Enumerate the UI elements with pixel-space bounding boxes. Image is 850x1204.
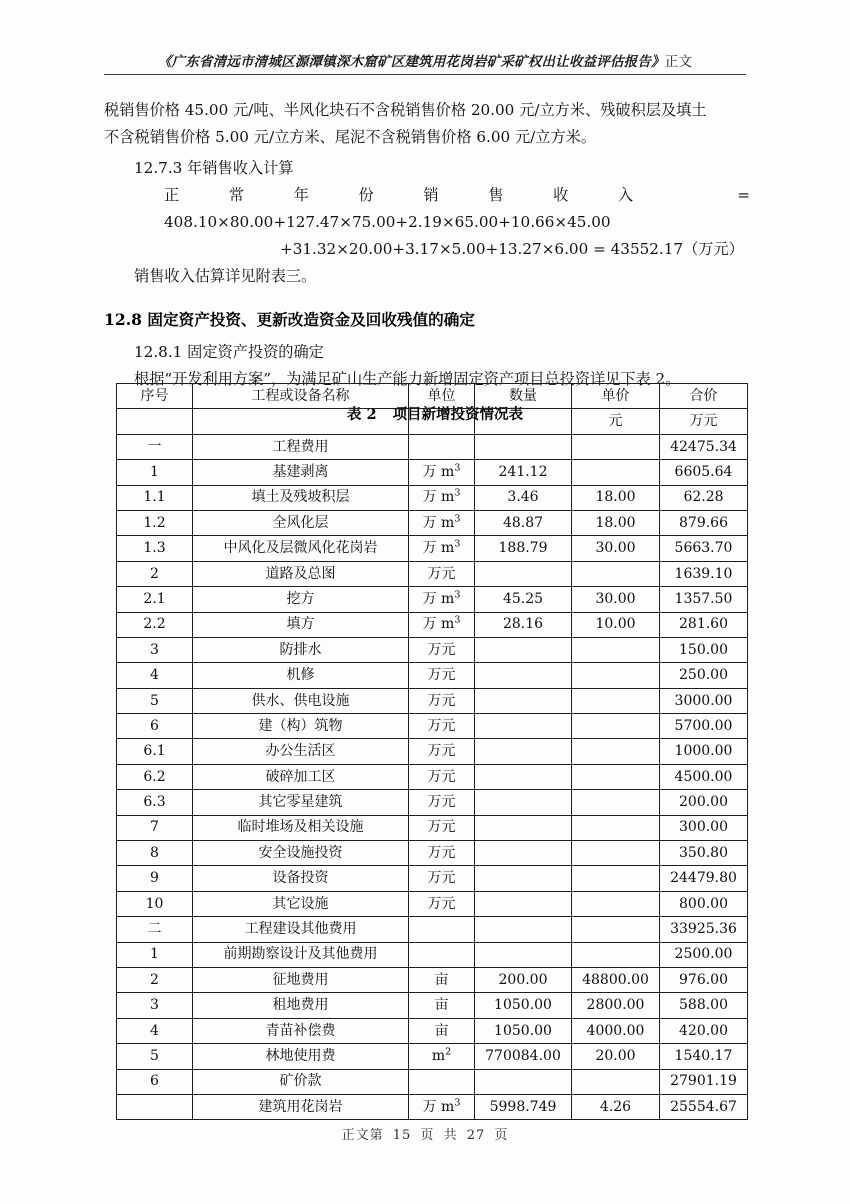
cell-name: 征地费用 xyxy=(193,967,409,992)
cell-unit xyxy=(409,917,475,942)
cell-amount: 281.60 xyxy=(660,612,748,637)
cell-unit: 万元 xyxy=(409,866,475,891)
cell-no: 3 xyxy=(117,637,193,662)
cell-price xyxy=(572,866,660,891)
cell-name: 租地费用 xyxy=(193,993,409,1018)
cell-unit: 万 $m^3$ xyxy=(409,460,475,485)
cell-name: 设备投资 xyxy=(193,866,409,891)
cell-name: 林地使用费 xyxy=(193,1044,409,1069)
cell-price xyxy=(572,790,660,815)
cell-price: 48800.00 xyxy=(572,967,660,992)
cell-amount: 24479.80 xyxy=(660,866,748,891)
header-title-line xyxy=(104,50,746,70)
cell-price xyxy=(572,891,660,916)
unit-row-amount: 万元 xyxy=(660,409,748,434)
cell-unit: $m^2$ xyxy=(409,1044,475,1069)
cell-unit: 万 $m^3$ xyxy=(409,587,475,612)
table-row xyxy=(117,485,748,510)
cell-price xyxy=(572,434,660,459)
cell-no xyxy=(117,1094,193,1119)
cell-qty xyxy=(475,891,572,916)
cell-unit: 万 $m^3$ xyxy=(409,536,475,561)
cell-amount: 420.00 xyxy=(660,1018,748,1043)
cell-price: 4000.00 xyxy=(572,1018,660,1043)
paragraph-appendix-note: 销售收入估算详见附表三。 xyxy=(134,267,317,285)
investment-table xyxy=(116,383,748,1120)
table-row xyxy=(117,434,748,459)
cell-no: 1.1 xyxy=(117,485,193,510)
table-row xyxy=(117,1018,748,1043)
table-row xyxy=(117,561,748,586)
cell-qty xyxy=(475,815,572,840)
cell-amount: 3000.00 xyxy=(660,688,748,713)
cell-qty xyxy=(475,637,572,662)
cell-name: 办公生活区 xyxy=(193,739,409,764)
cell-no: 2 xyxy=(117,967,193,992)
cell-unit: 亩 xyxy=(409,967,475,992)
cell-name: 供水、供电设施 xyxy=(193,688,409,713)
unit-row-price: 元 xyxy=(572,409,660,434)
cell-qty xyxy=(475,841,572,866)
cell-price xyxy=(572,815,660,840)
table-caption-number: 表 2 xyxy=(346,406,377,423)
table-body xyxy=(117,434,748,1120)
footer-page-number: 15 xyxy=(392,1128,412,1143)
running-header xyxy=(104,50,746,75)
cell-name: 破碎加工区 xyxy=(193,764,409,789)
cell-qty xyxy=(475,739,572,764)
cell-name: 道路及总图 xyxy=(193,561,409,586)
table-row xyxy=(117,688,748,713)
cell-name: 挖方 xyxy=(193,587,409,612)
unit-row-name xyxy=(193,409,409,434)
cell-name: 青苗补偿费 xyxy=(193,1018,409,1043)
cell-qty xyxy=(475,942,572,967)
report-title: 《广东省清远市清城区源潭镇深木窟矿区建筑用花岗岩矿采矿权出让收益评估报告》 xyxy=(157,54,665,70)
footer-page-word-1: 页 xyxy=(420,1128,435,1143)
cell-qty: 5998.749 xyxy=(475,1094,572,1119)
cell-name: 矿价款 xyxy=(193,1069,409,1094)
cell-price xyxy=(572,663,660,688)
cell-amount: 800.00 xyxy=(660,891,748,916)
cell-name: 防排水 xyxy=(193,637,409,662)
paragraph-price-line-1: 税销售价格 45.00 元/吨、半风化块石不含税销售价格 20.00 元/立方米、残破积层及填土 xyxy=(104,101,707,119)
cell-amount: 25554.67 xyxy=(660,1094,748,1119)
cell-no: 3 xyxy=(117,993,193,1018)
cell-amount: 350.80 xyxy=(660,841,748,866)
cell-unit: 万元 xyxy=(409,714,475,739)
table-row xyxy=(117,815,748,840)
table-header-row xyxy=(117,384,748,409)
cell-no: 9 xyxy=(117,866,193,891)
table-row xyxy=(117,612,748,637)
cell-no: 4 xyxy=(117,663,193,688)
cell-amount: 62.28 xyxy=(660,485,748,510)
cell-qty xyxy=(475,688,572,713)
cell-name: 基建剥离 xyxy=(193,460,409,485)
cell-unit: 万元 xyxy=(409,815,475,840)
cell-no: 4 xyxy=(117,1018,193,1043)
column-header-qty: 数量 xyxy=(475,384,572,409)
unit-exponent: 3 xyxy=(454,513,461,525)
cell-amount: 27901.19 xyxy=(660,1069,748,1094)
cell-no: 5 xyxy=(117,1044,193,1069)
table-row xyxy=(117,866,748,891)
cell-unit: 万元 xyxy=(409,764,475,789)
document-body xyxy=(104,97,750,425)
cell-name: 全风化层 xyxy=(193,510,409,535)
paragraph-price-line-2: 不含税销售价格 5.00 元/立方米、尾泥不含税销售价格 6.00 元/立方米。 xyxy=(104,128,597,146)
cell-price: 18.00 xyxy=(572,510,660,535)
cell-amount: 1000.00 xyxy=(660,739,748,764)
cell-amount: 976.00 xyxy=(660,967,748,992)
cell-no: 5 xyxy=(117,688,193,713)
table-row xyxy=(117,714,748,739)
cell-no: 7 xyxy=(117,815,193,840)
cell-unit xyxy=(409,1069,475,1094)
unit-exponent: 3 xyxy=(454,487,461,499)
unit-exponent: 3 xyxy=(454,462,461,474)
cell-name: 填土及残坡积层 xyxy=(193,485,409,510)
cell-price: 30.00 xyxy=(572,587,660,612)
cell-no: 6 xyxy=(117,1069,193,1094)
table-row xyxy=(117,663,748,688)
cell-amount: 879.66 xyxy=(660,510,748,535)
table-row xyxy=(117,460,748,485)
table-row xyxy=(117,536,748,561)
table-row xyxy=(117,891,748,916)
cell-name: 前期勘察设计及其他费用 xyxy=(193,942,409,967)
cell-qty: 1050.00 xyxy=(475,993,572,1018)
cell-unit xyxy=(409,434,475,459)
cell-price xyxy=(572,688,660,713)
cell-amount: 200.00 xyxy=(660,790,748,815)
table-row xyxy=(117,1094,748,1119)
cell-qty: 45.25 xyxy=(475,587,572,612)
cell-price xyxy=(572,714,660,739)
table-row xyxy=(117,841,748,866)
formula-line-1: 正常年份销售收入 = 408.10×80.00+127.47×75.00+2.19×65.00+10.66×45.00 xyxy=(164,186,750,231)
unit-exponent: 3 xyxy=(454,614,461,626)
cell-qty xyxy=(475,714,572,739)
table-row xyxy=(117,739,748,764)
table-row xyxy=(117,637,748,662)
unit-exponent: 3 xyxy=(454,1097,461,1109)
page-footer xyxy=(0,1124,850,1143)
cell-price: 2800.00 xyxy=(572,993,660,1018)
cell-price: 30.00 xyxy=(572,536,660,561)
cell-no: 10 xyxy=(117,891,193,916)
cell-no: 2.2 xyxy=(117,612,193,637)
header-suffix: 正文 xyxy=(664,54,693,70)
cell-qty: 28.16 xyxy=(475,612,572,637)
heading-12-8: 12.8 固定资产投资、更新改造资金及回收残值的确定 xyxy=(104,310,475,329)
cell-no: 6.3 xyxy=(117,790,193,815)
cell-unit: 万元 xyxy=(409,561,475,586)
table-row xyxy=(117,1069,748,1094)
column-header-name: 工程或设备名称 xyxy=(193,384,409,409)
table-row xyxy=(117,917,748,942)
cell-price: 18.00 xyxy=(572,485,660,510)
cell-amount: 300.00 xyxy=(660,815,748,840)
cell-unit: 万元 xyxy=(409,637,475,662)
cell-name: 建（构）筑物 xyxy=(193,714,409,739)
cell-unit: 亩 xyxy=(409,1018,475,1043)
heading-12-7-3: 12.7.3 年销售收入计算 xyxy=(134,159,294,177)
cell-name: 安全设施投资 xyxy=(193,841,409,866)
unit-row-no xyxy=(117,409,193,434)
cell-unit: 万元 xyxy=(409,790,475,815)
cell-qty: 188.79 xyxy=(475,536,572,561)
cell-amount: 5700.00 xyxy=(660,714,748,739)
cell-amount: 2500.00 xyxy=(660,942,748,967)
table-row xyxy=(117,587,748,612)
cell-name: 工程建设其他费用 xyxy=(193,917,409,942)
table-row xyxy=(117,993,748,1018)
cell-unit: 万元 xyxy=(409,663,475,688)
table-row xyxy=(117,790,748,815)
formula-line-2: +31.32×20.00+3.17×5.00+13.27×6.00 = 43552.17（万元） xyxy=(280,240,744,258)
cell-qty xyxy=(475,434,572,459)
cell-price: 20.00 xyxy=(572,1044,660,1069)
cell-amount: 5663.70 xyxy=(660,536,748,561)
cell-unit: 万 $m^3$ xyxy=(409,485,475,510)
unit-exponent: 3 xyxy=(454,589,461,601)
cell-qty xyxy=(475,1069,572,1094)
cell-amount: 250.00 xyxy=(660,663,748,688)
cell-no: 1 xyxy=(117,942,193,967)
cell-unit: 万元 xyxy=(409,841,475,866)
table-row xyxy=(117,942,748,967)
cell-price xyxy=(572,637,660,662)
cell-qty: 241.12 xyxy=(475,460,572,485)
column-header-amount: 合价 xyxy=(660,384,748,409)
cell-amount: 33925.36 xyxy=(660,917,748,942)
cell-no: 1.3 xyxy=(117,536,193,561)
table-row xyxy=(117,764,748,789)
cell-name: 建筑用花岗岩 xyxy=(193,1094,409,1119)
header-divider xyxy=(104,74,746,75)
cell-qty: 770084.00 xyxy=(475,1044,572,1069)
cell-unit: 万元 xyxy=(409,891,475,916)
cell-no: 6.1 xyxy=(117,739,193,764)
cell-name: 其它设施 xyxy=(193,891,409,916)
cell-amount: 42475.34 xyxy=(660,434,748,459)
cell-qty xyxy=(475,917,572,942)
cell-price xyxy=(572,460,660,485)
cell-qty xyxy=(475,561,572,586)
table-header xyxy=(117,384,748,435)
cell-price xyxy=(572,561,660,586)
table-row xyxy=(117,1044,748,1069)
cell-qty: 48.87 xyxy=(475,510,572,535)
cell-price xyxy=(572,739,660,764)
cell-price: 4.26 xyxy=(572,1094,660,1119)
footer-total-pages: 27 xyxy=(466,1128,486,1143)
cell-amount: 150.00 xyxy=(660,637,748,662)
cell-unit: 万元 xyxy=(409,739,475,764)
cell-price xyxy=(572,942,660,967)
cell-qty xyxy=(475,790,572,815)
cell-amount: 1357.50 xyxy=(660,587,748,612)
cell-name: 临时堆场及相关设施 xyxy=(193,815,409,840)
column-header-price: 单价 xyxy=(572,384,660,409)
cell-name: 中风化及层微风化花岗岩 xyxy=(193,536,409,561)
footer-prefix: 正文第 xyxy=(341,1128,384,1143)
cell-amount: 588.00 xyxy=(660,993,748,1018)
cell-no: 2.1 xyxy=(117,587,193,612)
cell-no: 1.2 xyxy=(117,510,193,535)
cell-amount: 6605.64 xyxy=(660,460,748,485)
cell-unit xyxy=(409,942,475,967)
cell-price: 10.00 xyxy=(572,612,660,637)
cell-unit: 万元 xyxy=(409,688,475,713)
cell-no: 6 xyxy=(117,714,193,739)
unit-row-qty xyxy=(475,409,572,434)
cell-no: 8 xyxy=(117,841,193,866)
table-row xyxy=(117,967,748,992)
cell-qty: 3.46 xyxy=(475,485,572,510)
cell-no: 6.2 xyxy=(117,764,193,789)
table-unit-row xyxy=(117,409,748,434)
unit-exponent: 3 xyxy=(454,538,461,550)
column-header-unit: 单位 xyxy=(409,384,475,409)
cell-name: 机修 xyxy=(193,663,409,688)
cell-no: 二 xyxy=(117,917,193,942)
cell-unit: 万 $m^3$ xyxy=(409,612,475,637)
cell-name: 工程费用 xyxy=(193,434,409,459)
cell-no: 2 xyxy=(117,561,193,586)
cell-price xyxy=(572,1069,660,1094)
cell-amount: 4500.00 xyxy=(660,764,748,789)
cell-price xyxy=(572,764,660,789)
heading-12-8-1: 12.8.1 固定资产投资的确定 xyxy=(134,343,324,361)
cell-name: 填方 xyxy=(193,612,409,637)
unit-row-unit xyxy=(409,409,475,434)
unit-exponent: 2 xyxy=(445,1046,452,1058)
footer-page-word-2: 页 xyxy=(494,1128,509,1143)
cell-amount: 1639.10 xyxy=(660,561,748,586)
cell-no: 一 xyxy=(117,434,193,459)
cell-qty xyxy=(475,764,572,789)
table-row xyxy=(117,510,748,535)
cell-qty xyxy=(475,663,572,688)
paragraph-investment-basis: 根据“开发利用方案”，为满足矿山生产能力新增固定资产项目总投资详见下表 2。 xyxy=(134,370,681,388)
cell-unit: 亩 xyxy=(409,993,475,1018)
cell-no: 1 xyxy=(117,460,193,485)
column-header-no: 序号 xyxy=(117,384,193,409)
footer-total-word: 共 xyxy=(443,1128,458,1143)
cell-qty xyxy=(475,866,572,891)
cell-qty: 200.00 xyxy=(475,967,572,992)
cell-amount: 1540.17 xyxy=(660,1044,748,1069)
cell-name: 其它零星建筑 xyxy=(193,790,409,815)
cell-unit: 万 $m^3$ xyxy=(409,1094,475,1119)
cell-unit: 万 $m^3$ xyxy=(409,510,475,535)
cell-qty: 1050.00 xyxy=(475,1018,572,1043)
table-caption-title: 项目新增投资情况表 xyxy=(392,406,524,423)
cell-price xyxy=(572,917,660,942)
cell-price xyxy=(572,841,660,866)
